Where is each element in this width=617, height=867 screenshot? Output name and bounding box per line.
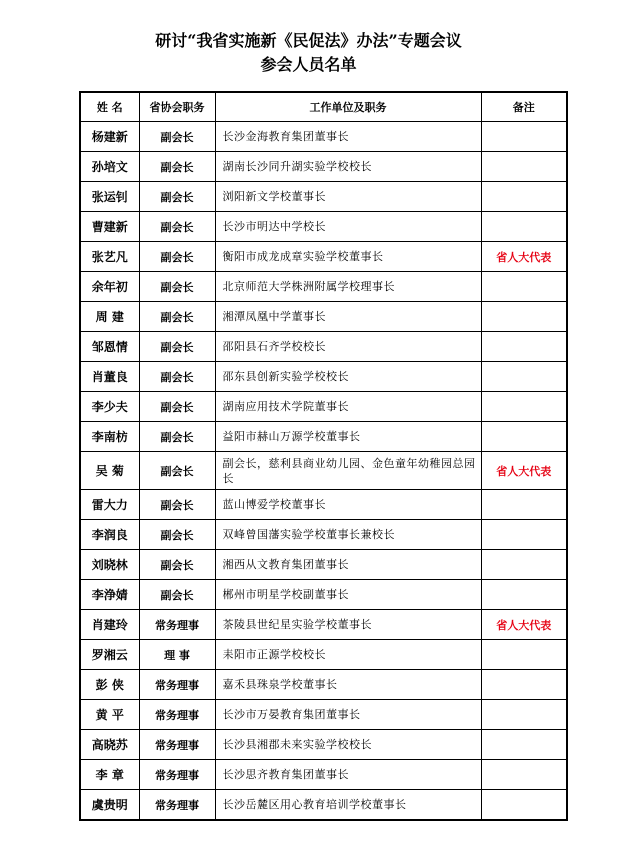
cell-note [481,550,567,580]
cell-position: 常务理事 [139,700,215,730]
cell-note [481,640,567,670]
cell-name: 杨建新 [80,122,139,152]
table-row [80,520,567,550]
table-row [80,730,567,760]
cell-note [481,362,567,392]
table-row [80,760,567,790]
cell-unit: 北京师范大学株洲附属学校理事长 [215,272,481,302]
column-header-name: 姓 名 [80,92,139,122]
cell-name: 肖董良 [80,362,139,392]
cell-position: 副会长 [139,272,215,302]
cell-name: 彭 侠 [80,670,139,700]
table-row [80,700,567,730]
cell-note [481,730,567,760]
cell-position: 副会长 [139,212,215,242]
cell-unit: 长沙思齐教育集团董事长 [215,760,481,790]
cell-name: 孙培文 [80,152,139,182]
table-row [80,670,567,700]
cell-name: 曹建新 [80,212,139,242]
cell-position: 副会长 [139,580,215,610]
cell-note [481,332,567,362]
table-row [80,550,567,580]
cell-unit: 湘西从文教育集团董事长 [215,550,481,580]
cell-position: 常务理事 [139,760,215,790]
cell-position: 常务理事 [139,790,215,821]
column-header-note: 备注 [481,92,567,122]
cell-note [481,520,567,550]
cell-unit: 郴州市明星学校副董事长 [215,580,481,610]
table-row [80,152,567,182]
title-line-2: 参会人员名单 [260,55,357,74]
table-header-row [80,92,567,122]
table-row [80,490,567,520]
cell-unit: 茶陵县世纪星实验学校董事长 [215,610,481,640]
cell-note [481,302,567,332]
cell-name: 李浄婧 [80,580,139,610]
cell-name: 罗湘云 [80,640,139,670]
cell-name: 肖建玲 [80,610,139,640]
cell-note [481,152,567,182]
table-row [80,790,567,821]
title-line-1: 研讨“我省实施新《民促法》办法”专题会议 [155,31,462,50]
cell-unit: 长沙市明达中学校长 [215,212,481,242]
cell-position: 副会长 [139,392,215,422]
cell-unit: 衡阳市成龙成章实验学校董事长 [215,242,481,272]
table-row [80,422,567,452]
cell-name: 雷大力 [80,490,139,520]
cell-position: 副会长 [139,452,215,490]
table-row [80,272,567,302]
cell-note [481,700,567,730]
cell-name: 李润良 [80,520,139,550]
cell-unit: 湖南长沙同升湖实验学校校长 [215,152,481,182]
table-row [80,212,567,242]
cell-position: 副会长 [139,122,215,152]
cell-name: 黄 平 [80,700,139,730]
cell-name: 张运钊 [80,182,139,212]
cell-name: 邹恩情 [80,332,139,362]
cell-note [481,580,567,610]
cell-note: 省人大代表 [481,452,567,490]
cell-position: 常务理事 [139,610,215,640]
table-row [80,182,567,212]
cell-note [481,392,567,422]
table-row [80,332,567,362]
cell-position: 副会长 [139,182,215,212]
cell-name: 刘晓林 [80,550,139,580]
column-header-position: 省协会职务 [139,92,215,122]
cell-position: 副会长 [139,490,215,520]
column-header-unit: 工作单位及职务 [215,92,481,122]
cell-note [481,490,567,520]
cell-unit: 浏阳新文学校董事长 [215,182,481,212]
cell-unit: 嘉禾县珠泉学校董事长 [215,670,481,700]
document-title [0,30,617,76]
cell-note [481,422,567,452]
cell-name: 李 章 [80,760,139,790]
table-row [80,362,567,392]
cell-unit: 长沙市万晏教育集团董事长 [215,700,481,730]
cell-note [481,212,567,242]
cell-note [481,670,567,700]
cell-name: 张艺凡 [80,242,139,272]
cell-position: 常务理事 [139,670,215,700]
cell-unit: 双峰曾国藩实验学校董事长兼校长 [215,520,481,550]
cell-position: 副会长 [139,550,215,580]
cell-unit: 长沙岳麓区用心教育培训学校董事长 [215,790,481,821]
cell-position: 副会长 [139,520,215,550]
cell-position: 副会长 [139,152,215,182]
cell-position: 理 事 [139,640,215,670]
cell-name: 虞贵明 [80,790,139,821]
table-row [80,452,567,490]
cell-position: 常务理事 [139,730,215,760]
cell-unit: 益阳市赫山万源学校董事长 [215,422,481,452]
cell-name: 李南枋 [80,422,139,452]
cell-unit: 耒阳市正源学校校长 [215,640,481,670]
cell-unit: 副会长，慈利县商业幼儿园、金色童年幼稚园总园长 [215,452,481,490]
cell-name: 吴 菊 [80,452,139,490]
table-row [80,242,567,272]
cell-unit: 蓝山博爱学校董事长 [215,490,481,520]
cell-unit: 湖南应用技术学院董事长 [215,392,481,422]
cell-note [481,122,567,152]
cell-unit: 长沙金海教育集团董事长 [215,122,481,152]
cell-note: 省人大代表 [481,610,567,640]
cell-note [481,182,567,212]
table-body [80,122,567,821]
cell-name: 高晓苏 [80,730,139,760]
cell-position: 副会长 [139,302,215,332]
attendee-table [79,91,568,821]
cell-note [481,272,567,302]
cell-note [481,760,567,790]
cell-name: 周 建 [80,302,139,332]
table-row [80,580,567,610]
table-row [80,610,567,640]
cell-unit: 邵阳县石齐学校校长 [215,332,481,362]
table-row [80,302,567,332]
cell-note: 省人大代表 [481,242,567,272]
cell-position: 副会长 [139,242,215,272]
table-row [80,122,567,152]
cell-name: 余年初 [80,272,139,302]
cell-name: 李少夫 [80,392,139,422]
table-row [80,640,567,670]
cell-position: 副会长 [139,332,215,362]
cell-unit: 邵东县创新实验学校校长 [215,362,481,392]
cell-unit: 湘潭凤凰中学董事长 [215,302,481,332]
table-row [80,392,567,422]
cell-position: 副会长 [139,362,215,392]
cell-note [481,790,567,821]
cell-position: 副会长 [139,422,215,452]
cell-unit: 长沙县湘郡未来实验学校校长 [215,730,481,760]
